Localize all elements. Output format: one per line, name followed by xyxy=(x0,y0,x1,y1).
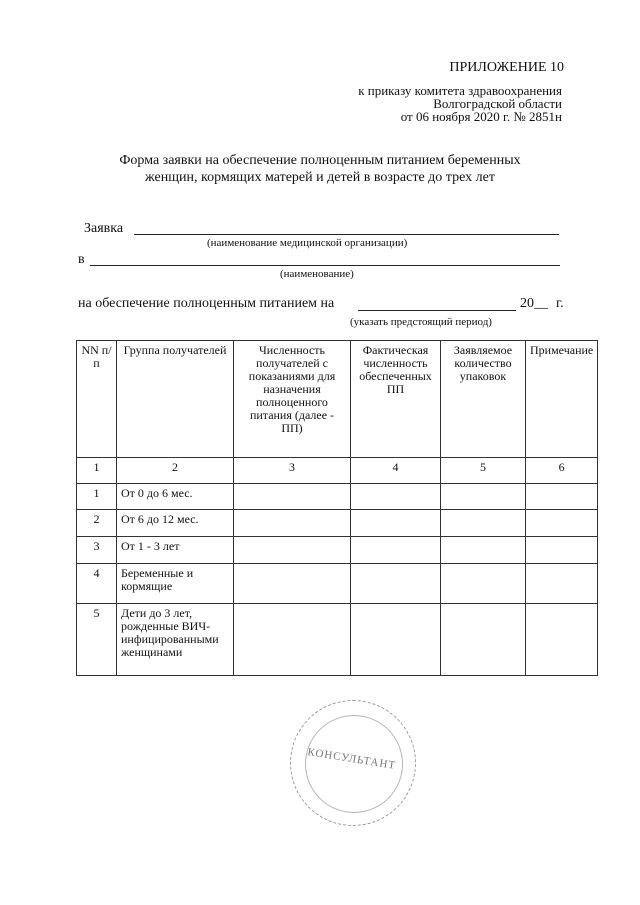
cell-note[interactable] xyxy=(526,510,598,537)
header-actual-count: Фактическая численность обеспеченных ПП xyxy=(351,341,441,458)
cell-actual-count[interactable] xyxy=(351,510,441,537)
table-header-row xyxy=(77,341,598,458)
form-title-line-1: Форма заявки на обеспечение полноценным питанием беременных xyxy=(119,153,521,168)
request-org-hint: (наименование медицинской организации) xyxy=(207,237,408,249)
purpose-label: на обеспечение полноценным питанием на xyxy=(78,296,335,311)
table-row xyxy=(77,510,598,537)
cell-packages[interactable] xyxy=(441,604,526,676)
year-suffix: г. xyxy=(556,296,564,311)
col-number: 6 xyxy=(526,458,598,484)
to-name-field[interactable] xyxy=(90,265,560,266)
period-hint: (указать предстоящий период) xyxy=(350,316,492,328)
row-group: От 0 до 6 мес. xyxy=(117,484,234,510)
row-group: От 6 до 12 мес. xyxy=(117,510,234,537)
cell-count-indicated[interactable] xyxy=(234,484,351,510)
cell-note[interactable] xyxy=(526,564,598,604)
row-group: От 1 - 3 лет xyxy=(117,537,234,564)
row-number: 4 xyxy=(77,564,117,604)
cell-actual-count[interactable] xyxy=(351,564,441,604)
table-row xyxy=(77,564,598,604)
row-group: Дети до 3 лет, рожденные ВИЧ-инфицированными женщинами xyxy=(117,604,234,676)
header-note: Примечание xyxy=(526,341,598,458)
header-packages: Заявляемое количество упаковок xyxy=(441,341,526,458)
cell-count-indicated[interactable] xyxy=(234,604,351,676)
header-group: Группа получателей xyxy=(117,341,234,458)
header-nn: NN п/п xyxy=(77,341,117,458)
cell-note[interactable] xyxy=(526,604,598,676)
table-row xyxy=(77,484,598,510)
row-group: Беременные и кормящие xyxy=(117,564,234,604)
to-name-hint: (наименование) xyxy=(280,268,354,280)
col-number: 2 xyxy=(117,458,234,484)
row-number: 5 xyxy=(77,604,117,676)
cell-count-indicated[interactable] xyxy=(234,510,351,537)
cell-packages[interactable] xyxy=(441,484,526,510)
cell-actual-count[interactable] xyxy=(351,537,441,564)
column-number-row xyxy=(77,458,598,484)
row-number: 2 xyxy=(77,510,117,537)
table-row xyxy=(77,604,598,676)
request-label: Заявка xyxy=(84,221,124,236)
col-number: 3 xyxy=(234,458,351,484)
form-title-line-2: женщин, кормящих матерей и детей в возрасте до трех лет xyxy=(145,170,495,185)
cell-packages[interactable] xyxy=(441,537,526,564)
row-number: 3 xyxy=(77,537,117,564)
appendix-number: ПРИЛОЖЕНИЕ 10 xyxy=(449,60,564,75)
order-line-2: Волгоградской области xyxy=(433,96,562,111)
year-prefix: 20__ xyxy=(520,296,548,311)
col-number: 1 xyxy=(77,458,117,484)
header-count-indicated: Численность получателей с показаниями для назначения полноценного питания (далее - ПП) xyxy=(234,341,351,458)
table-row xyxy=(77,537,598,564)
col-number: 4 xyxy=(351,458,441,484)
cell-note[interactable] xyxy=(526,484,598,510)
cell-packages[interactable] xyxy=(441,564,526,604)
order-line-1: к приказу комитета здравоохранения xyxy=(358,83,562,98)
cell-actual-count[interactable] xyxy=(351,484,441,510)
stamp-text: КОНСУЛЬТАНТ xyxy=(306,746,397,772)
request-table xyxy=(76,340,598,676)
cell-note[interactable] xyxy=(526,537,598,564)
cell-actual-count[interactable] xyxy=(351,604,441,676)
order-line-3: от 06 ноября 2020 г. № 2851н xyxy=(400,109,562,124)
request-org-field[interactable] xyxy=(134,234,559,235)
cell-packages[interactable] xyxy=(441,510,526,537)
row-number: 1 xyxy=(77,484,117,510)
period-field[interactable] xyxy=(358,310,516,311)
col-number: 5 xyxy=(441,458,526,484)
to-label: в xyxy=(78,252,85,267)
form-title xyxy=(0,152,640,186)
cell-count-indicated[interactable] xyxy=(234,537,351,564)
cell-count-indicated[interactable] xyxy=(234,564,351,604)
order-reference xyxy=(262,84,562,123)
consultant-stamp xyxy=(290,700,416,826)
